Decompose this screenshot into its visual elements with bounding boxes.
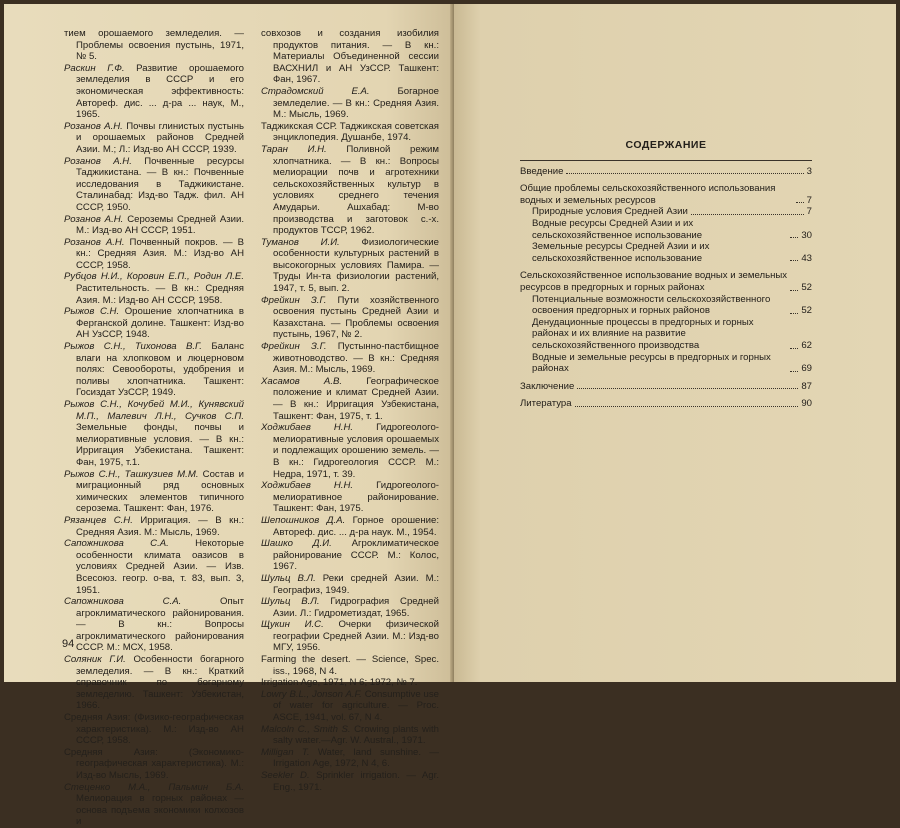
entry-text: Средняя Азия: (Экономико-географическая характеристика). М.: Изд-во Мысль, 1969. xyxy=(64,746,244,781)
entry-text: Crowing plants with salty water.—Agr. W. Austral., 1971. xyxy=(273,723,440,747)
entry-text: Состав и миграционный ряд основных химических элементов типичного серозема. Ташкент: Фан, 1976. xyxy=(76,468,244,515)
entry-author: Шульц В.Л. xyxy=(261,572,316,584)
entry-author: Шепошников Д.А. xyxy=(261,514,346,526)
bibliography-entry xyxy=(64,782,244,828)
entry-text: Опыт агроклиматического районирования. — В кн.: Вопросы агроклиматического районирования СССР. М.: МСХ, 1958. xyxy=(76,596,244,654)
entry-text: Особенности богарного земледелия. — В кн.: Краткий справочник по богарному земледелию. Ташкент: Узбекистан, 1966. xyxy=(76,654,245,712)
toc-entry-title: Заключение xyxy=(520,380,575,392)
bibliography-entry xyxy=(261,596,439,619)
toc-subentry xyxy=(520,241,812,264)
entry-author: Рыжов С.Н., Тихонова В.Г. xyxy=(64,341,202,353)
bibliography-entry xyxy=(261,770,439,793)
toc-entry xyxy=(520,381,812,393)
entry-text: Sprinkler irrigation. — Agr. Eng., 1971. xyxy=(273,770,439,793)
entry-author: Фрейкин З.Г. xyxy=(261,294,327,306)
toc-dot-leader xyxy=(790,313,798,314)
bibliography-entry xyxy=(261,724,439,747)
entry-author: Рыжов С.Н., Ташкузиев М.М. xyxy=(64,468,199,480)
entry-text: Почвенные ресурсы Таджикистана. — В кн.: Почвенные исследования в Таджикистане. Сталинабад: Изд-во Тадж. фил. АН СССР, 1950. xyxy=(76,155,244,213)
entry-text: Горное орошение: Автореф. дис. ... д-ра наук. М., 1954. xyxy=(273,514,440,538)
bibliography-entry xyxy=(64,63,244,121)
toc-entry xyxy=(520,398,812,410)
bibliography-column-b xyxy=(261,28,439,793)
entry-author: Шашко Д.И. xyxy=(261,538,332,550)
entry-text: Пути хозяйственного освоения пустынь Средней Азии и Казахстана. — Проблемы освоения пустынь, 1967, № 2. xyxy=(273,294,439,341)
bibliography-entry xyxy=(64,121,244,156)
bibliography-entry xyxy=(64,515,244,538)
bibliography-entry xyxy=(64,654,244,712)
entry-text: Развитие орошаемого земледелия в СССР и его экономическая эффективность: Автореф. дис. ... д-ра ... наук, М., 1965. xyxy=(76,62,244,121)
bibliography-entry xyxy=(64,538,244,596)
toc-entry-page: 3 xyxy=(806,165,812,177)
bibliography-entry xyxy=(64,747,244,782)
entry-text: Растительность. — В кн.: Средняя Азия. М.: Изд-во АН СССР, 1958. xyxy=(76,283,244,306)
entry-author: Щукин И.С. xyxy=(261,619,324,631)
toc-entry-page: 52 xyxy=(801,305,812,317)
entry-text: Consumptive use of water for agriculture. — Proc. ASCE, 1941, vol. 67, N 4. xyxy=(273,688,439,724)
bibliography-entry xyxy=(64,156,244,214)
entry-text: Некоторые особенности климата оазисов в условиях Средней Азии. — Изв. Всесоюз. геогр. о-ва, т. 83, вып. 3, 1951. xyxy=(76,538,244,596)
entry-author: Шульц В.Л. xyxy=(261,596,320,608)
toc-subentry xyxy=(520,317,812,352)
entry-text: Богарное земледелие. — В кн.: Средняя Азия. М.: Мысль, 1969. xyxy=(273,85,439,121)
entry-text: Баланс влаги на хлопковом и люцерновом полях: Севообороты, удобрения и поливы хлопчатника. Ташкент: Госиздат УзССР, 1949. xyxy=(76,341,244,399)
bibliography-entry xyxy=(64,306,244,341)
toc-subentry xyxy=(520,206,812,218)
toc-entry xyxy=(520,166,812,178)
toc-entry-page: 7 xyxy=(806,194,812,206)
entry-text: Почвы глинистых пустынь и орошаемых районов Средней Азии. М.; Л.: Изд-во АН СССР, 1939. xyxy=(76,120,244,155)
entry-text: Реки средней Азии. М.: Географиз, 1949. xyxy=(273,572,440,596)
bibliography-entry xyxy=(261,28,439,86)
entry-text: Гидрография Средней Азии. Л.: Гидрометиздат, 1965. xyxy=(273,596,440,619)
toc-entry-page: 43 xyxy=(801,252,812,264)
entry-author: Хасамов А.В. xyxy=(261,375,343,387)
entry-author: Seekler D. xyxy=(261,770,310,781)
bibliography-entry xyxy=(64,341,244,399)
book-spread xyxy=(4,4,896,828)
entry-author: Розанов А.Н. xyxy=(64,213,124,225)
bibliography-entry xyxy=(261,341,439,376)
toc-rule xyxy=(520,160,812,161)
entry-author: Сапожникова С.А. xyxy=(64,596,182,608)
bibliography-entry xyxy=(64,712,244,747)
toc-subentry xyxy=(520,294,812,317)
entry-text: Сероземы Средней Азии. М.: Изд-во АН СССР, 1951. xyxy=(76,213,245,237)
toc-dot-leader xyxy=(790,237,798,238)
bibliography-entry xyxy=(261,86,439,121)
left-page xyxy=(4,4,454,828)
entry-author: Рубцов Н.И., Коровин Е.П., Родин Л.Е. xyxy=(64,271,244,283)
bibliography-entry xyxy=(261,295,439,341)
entry-author: Lowry B.L., Jonson A.F. xyxy=(261,688,362,700)
entry-author: Розанов А.Н. xyxy=(64,120,123,132)
entry-author: Сапожникова С.А. xyxy=(64,538,169,550)
bibliography-entry xyxy=(261,538,439,573)
entry-text: Орошение хлопчатника в Ферганской долине. Ташкент: Изд-во АН УзССР, 1948. xyxy=(76,306,244,341)
bibliography-entry xyxy=(261,747,439,770)
bibliography-entry xyxy=(64,596,244,654)
entry-author: Розанов А.Н. xyxy=(64,236,125,248)
entry-author: Рыжов С.Н., Кочубей М.И., Кунявский М.П., Малевич Л.Н., Сучков С.П. xyxy=(64,399,244,422)
entry-author: Milligan T. xyxy=(261,746,310,758)
bibliography-entry xyxy=(261,144,439,237)
entry-text: Земельные фонды, почвы и мелиоративные условия. — В кн.: Ирригация Узбекистана. Ташкент: Фан, 1975, т.1. xyxy=(76,422,244,468)
entry-text: Очерки физической географии Средней Азии. М.: Изд-во МГУ, 1956. xyxy=(273,619,439,654)
toc-entry-title: Денудационные процессы в предгорных и горных районах и их влияние на развитие сельскохозяйственного производства xyxy=(532,316,754,351)
bibliography-entry xyxy=(261,237,439,295)
entry-text: Таджикская ССР. Таджикская советская энциклопедия. Душанбе, 1974. xyxy=(261,120,439,144)
toc-entry-title: Сельскохозяйственное использование водных и земельных ресурсов в предгорных и горных районах xyxy=(520,270,788,293)
toc-entry-title: Водные ресурсы Средней Азии и их сельскохозяйственное использование xyxy=(532,217,703,241)
right-page xyxy=(454,4,896,682)
page-number: 94 xyxy=(62,638,75,650)
toc-dot-leader xyxy=(575,406,799,407)
toc-entry-page: 90 xyxy=(801,398,812,410)
bibliography-entry xyxy=(261,689,439,724)
toc-entry-title: Литература xyxy=(520,398,572,410)
toc-entry xyxy=(520,183,812,206)
toc-subentry xyxy=(520,218,812,241)
bibliography-entry xyxy=(64,469,244,515)
toc-entry-page: 62 xyxy=(801,339,812,351)
toc-entry-page: 30 xyxy=(801,229,812,241)
entry-text: Гидрогеолого-мелиоративные условия орошаемых и подлежащих орошению земель. — В кн.: Гидрогеология СССР. М.: Недра, 1971, т. 39. xyxy=(273,422,439,480)
entry-author: Malcoln C., Smith S. xyxy=(261,723,351,735)
toc-dot-leader xyxy=(566,173,803,174)
entry-author: Фрейкин З.Г. xyxy=(261,341,327,353)
bibliography-entry xyxy=(261,121,439,144)
bibliography-entry xyxy=(64,214,244,237)
toc-dot-leader xyxy=(796,202,804,203)
bibliography-entry xyxy=(64,399,244,469)
toc-entry-page: 87 xyxy=(801,380,812,392)
bibliography-column-a xyxy=(64,28,244,828)
toc-entry xyxy=(520,270,812,293)
entry-author: Рыжов С.Н. xyxy=(64,306,120,318)
bibliography-entry xyxy=(261,376,439,422)
bibliography-entry xyxy=(261,515,439,538)
toc-list xyxy=(520,166,812,410)
entry-text: Farming the desert. — Science, Spec. iss., 1968, N 4. xyxy=(261,654,439,677)
entry-text: тием орошаемого земледелия. — Проблемы освоения пустынь, 1971, № 5. xyxy=(64,28,244,63)
entry-text: Почвенный покров. — В кн.: Средняя Азия. М.: Изд-во АН СССР, 1958. xyxy=(76,236,244,271)
toc-dot-leader xyxy=(691,214,804,215)
bibliography-entry xyxy=(261,677,439,689)
toc-entry-page: 7 xyxy=(806,206,812,218)
entry-text: Гидрогеолого-мелиоративное районирование. Ташкент: Фан, 1975. xyxy=(273,480,439,515)
entry-author: Таран И.Н. xyxy=(261,143,327,155)
toc-dot-leader xyxy=(790,290,798,291)
toc-dot-leader xyxy=(790,260,798,261)
entry-author: Ходжибаев Н.Н. xyxy=(261,422,354,434)
bibliography-entry xyxy=(64,271,244,306)
entry-author: Соляник Г.И. xyxy=(64,654,126,666)
toc-entry-title: Земельные ресурсы Средней Азии и их сельскохозяйственное использование xyxy=(532,241,710,264)
bibliography-entry xyxy=(261,619,439,654)
bibliography-entry xyxy=(261,654,439,677)
entry-text: Water, land sunshine. — Irrigation Age, 1972, N 4, 6. xyxy=(273,746,439,770)
entry-author: Ходжибаев Н.Н. xyxy=(261,480,354,492)
toc-subentry xyxy=(520,352,812,375)
entry-text: Пустынно-пастбищное животноводство. — В кн.: Средняя Азия. М.: Мысль, 1969. xyxy=(273,341,439,376)
toc-entry-title: Водные и земельные ресурсы в предгорных и горных районах xyxy=(532,351,771,375)
toc-entry-title: Введение xyxy=(520,165,564,177)
toc-dot-leader xyxy=(577,388,798,389)
entry-text: Irrigation Age, 1971, N 6; 1972, № 7. xyxy=(261,677,418,689)
toc-entry-title: Потенциальные возможности сельскохозяйственного освоения предгорных и горных районов xyxy=(532,293,771,317)
toc-entry-page: 52 xyxy=(801,281,812,293)
bibliography-entry xyxy=(261,480,439,515)
toc-entry-page: 69 xyxy=(801,363,812,375)
entry-author: Розанов А.Н. xyxy=(64,155,132,167)
entry-text: Мелиорация в горных районах — основа подъема экономики колхозов и xyxy=(76,793,244,828)
bibliography-entry xyxy=(261,573,439,596)
toc-title: СОДЕРЖАНИЕ xyxy=(625,139,707,151)
entry-author: Стеценко М.А., Пальмин Б.А. xyxy=(64,781,244,793)
entry-author: Туманов И.И. xyxy=(261,236,340,248)
entry-author: Раскин Г.Ф. xyxy=(64,62,125,74)
bibliography-entry xyxy=(261,422,439,480)
entry-author: Страдомский Е.А. xyxy=(261,85,370,97)
entry-text: Поливной режим хлопчатника. — В кн.: Вопросы мелиорации почв и агротехники сельскохозяйственных культур в условиях среднего течения Амударьи. Ашхабад: М-во производства и заготовок с.-х. продуктов ТССР, 1962. xyxy=(273,143,439,237)
toc-dot-leader xyxy=(790,371,798,372)
entry-text: Физиологические особенности культурных растений в высокогорных условиях Памира. — Труды Ин-та физиологии растений, 1947, т. 5, вып. 2. xyxy=(273,236,439,295)
bibliography-entry xyxy=(64,28,244,63)
toc-entry-title: Общие проблемы сельскохозяйственного использования водных и земельных ресурсов xyxy=(520,183,776,206)
entry-text: Средняя Азия: (Физико-географическая характеристика). М.: Изд-во АН СССР, 1958. xyxy=(64,712,244,747)
entry-text: Географическое положение и климат Средней Азии. — В кн.: Ирригация Узбекистана, Ташкент: Фан, 1975, т. 1. xyxy=(273,375,439,422)
toc-entry-title: Природные условия Средней Азии xyxy=(532,206,688,218)
toc-dot-leader xyxy=(790,348,798,349)
entry-text: Агроклиматическое районирование СССР. М.: Колос, 1967. xyxy=(273,538,440,573)
entry-author: Рязанцев С.Н. xyxy=(64,514,133,526)
table-of-contents xyxy=(520,140,812,410)
entry-text: совхозов и создания изобилия продуктов питания. — В кн.: Материалы Объединенной сессии ВАСХНИЛ и АН УзССР. Ташкент: Фан, 1967. xyxy=(261,28,439,86)
entry-text: Ирригация. — В кн.: Средняя Азия. М.: Мысль, 1969. xyxy=(76,514,244,538)
bibliography-entry xyxy=(64,237,244,272)
